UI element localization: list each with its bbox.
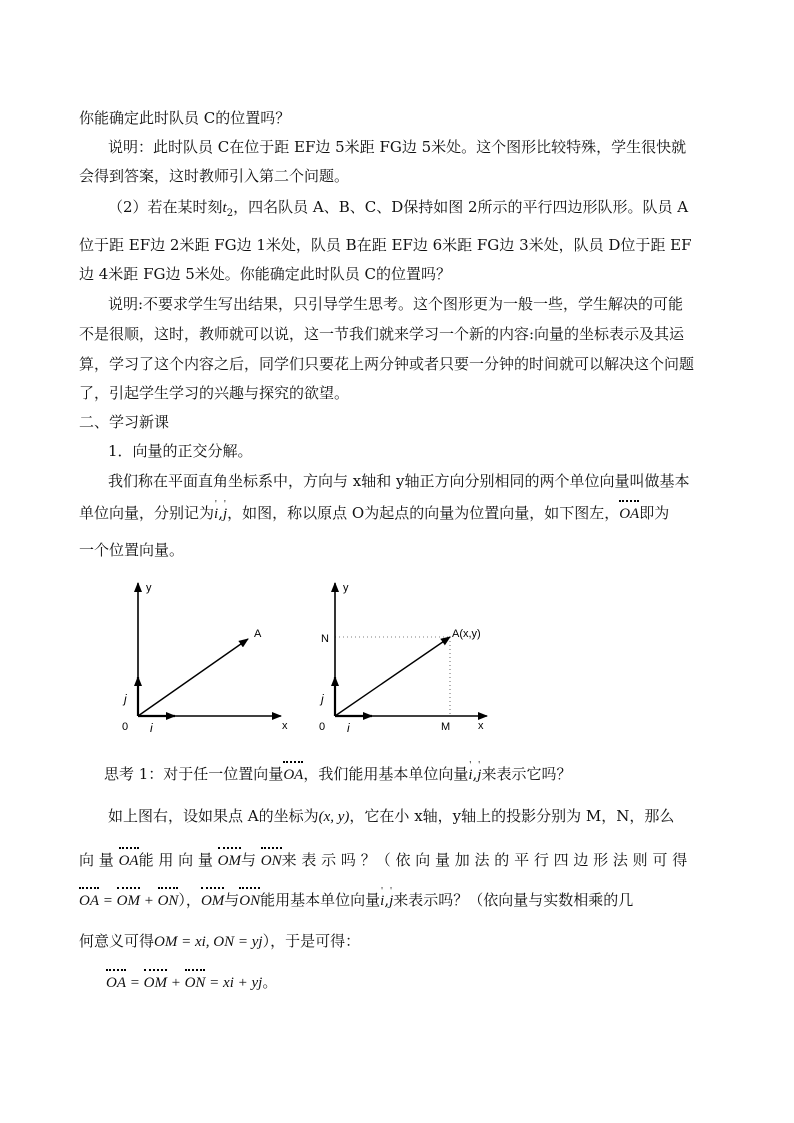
vector-i: ' i — [380, 891, 384, 911]
text-fragment: 向 量 — [79, 851, 114, 869]
vector-OM: OM — [117, 889, 140, 911]
figure-right — [319, 582, 487, 735]
text-line — [79, 889, 633, 911]
text-line: 了，引起学生学习的兴趣与探究的欲望。 — [79, 384, 350, 402]
section-heading: 二、学习新课 — [79, 413, 170, 431]
origin-label: 0 — [319, 721, 326, 733]
vector-OA: OA — [119, 849, 139, 871]
text-line: 说明:不要求学生写出结果，只引导学生思考。这个图形更为一般一些，学生解决的可能 — [108, 295, 684, 313]
text-line: 你能确定此时队员 C的位置吗？ — [79, 109, 291, 127]
text-line — [106, 971, 277, 993]
j-label: j — [124, 692, 127, 706]
coordinate: (x, y) — [318, 809, 350, 825]
text-fragment: 即为 — [639, 504, 670, 522]
text-fragment: ，它在小 x轴，y轴上的投影分别为 M，N，那么 — [349, 807, 675, 825]
vector-ON: ON — [261, 849, 282, 871]
text-fragment: ，我们能用基本单位向量 — [303, 765, 469, 783]
text-line: 边 4米距 FG边 5米处。你能确定此时队员 C的位置吗？ — [79, 265, 452, 283]
vector-OA: OA — [79, 889, 99, 911]
text-line: 我们称在平面直角坐标系中，方向与 x轴和 y轴正方向分别相同的两个单位向量叫做基本 — [108, 472, 690, 490]
point-N-label: N — [321, 633, 329, 645]
text-line — [108, 806, 674, 827]
vector-j: ' j — [223, 504, 227, 524]
equation-part: = — [99, 893, 117, 909]
period: 。 — [262, 973, 278, 991]
text-fragment: 与 — [240, 851, 256, 869]
vector-OM: OM — [201, 889, 224, 911]
text-fragment: （2）若在某时刻 — [108, 198, 223, 216]
vector-ON: ON — [185, 971, 206, 993]
vector-OM: OM — [218, 849, 241, 871]
subsection-heading: 1．向量的正交分解。 — [108, 442, 253, 460]
x-axis-label: x — [478, 720, 484, 732]
subscript: 2 — [226, 208, 234, 219]
equation: OM = xi, ON = yj — [154, 934, 263, 950]
j-label: j — [321, 692, 324, 706]
vector-OM: OM — [144, 971, 167, 993]
comma: , — [384, 891, 390, 909]
text-fragment: ，如图，称以原点 O为起点的向量为位置向量，如下图左， — [227, 504, 620, 522]
text-fragment: 来表示吗？（依向量与实数相乘的几 — [393, 891, 634, 909]
equation-part: = xi + yj — [205, 975, 263, 991]
text-fragment: ），于是可得： — [262, 932, 361, 950]
text-line: 一个位置向量。 — [79, 541, 185, 559]
text-line: 位于距 EF边 2米距 FG边 1米处，队员 B在距 EF边 6米距 FG边 3米处，队员 D位于距 EF — [79, 236, 692, 254]
text-fragment: 能用基本单位向量 — [260, 891, 381, 909]
point-A-label: A(x,y) — [452, 628, 481, 640]
text-line: 算，学习了这个内容之后，同学们只要花上两分钟或者只要一分钟的时间就可以解决这个问题 — [79, 355, 695, 373]
vector-j: ' j — [477, 765, 481, 785]
text-fragment: 思考 1：对于任一位置向量 — [104, 765, 284, 783]
comma: , — [472, 765, 478, 783]
vector-OA: OA — [106, 971, 126, 993]
comma: , — [218, 504, 223, 522]
text-fragment: 与 — [224, 891, 240, 909]
vector-OA: OA — [619, 502, 639, 524]
text-line — [79, 849, 687, 871]
equation-part: + — [139, 893, 158, 909]
text-line — [108, 197, 688, 224]
text-fragment: 来表示它吗？ — [481, 765, 572, 783]
y-axis-label: y — [146, 582, 152, 594]
text-fragment: 来 表 示 吗 ？（ 依 向 量 加 法 的 平 行 四 边 形 法 则 可 得 — [281, 851, 688, 869]
text-line — [79, 502, 669, 524]
y-axis-label: y — [343, 582, 349, 594]
vector-ON: ON — [239, 889, 260, 911]
text-line — [79, 931, 360, 952]
text-line: 不是很顺，这时，教师就可以说，这一节我们就来学习一个新的内容:向量的坐标表示及其运 — [79, 325, 685, 343]
text-fragment: 如上图右，设如果点 A的坐标为 — [108, 807, 319, 825]
vector-OA-arrow — [138, 639, 248, 716]
variable-t: t — [222, 200, 227, 216]
vector-OA-arrow — [335, 637, 450, 716]
text-fragment: ）， — [178, 891, 201, 909]
text-fragment: 单位向量，分别记为 — [79, 504, 215, 522]
figure-left — [122, 582, 288, 735]
text-fragment: 能 用 向 量 — [138, 851, 213, 869]
origin-label: 0 — [122, 721, 129, 733]
equation-part: + — [166, 975, 185, 991]
i-label: i — [347, 721, 350, 735]
text-fragment: 何意义可得 — [79, 932, 155, 950]
text-line — [104, 763, 571, 785]
point-A-label: A — [254, 628, 262, 640]
equation-part: = — [126, 975, 144, 991]
point-M-label: M — [441, 721, 451, 733]
x-axis-label: x — [282, 720, 288, 732]
text-line: 会得到答案，这时教师引入第二个问题。 — [79, 167, 350, 185]
text-line: 说明：此时队员 C在位于距 EF边 5米距 FG边 5米处。这个图形比较特殊，学生很快就 — [108, 138, 687, 156]
vector-i: ' i — [214, 504, 218, 524]
vector-ON: ON — [158, 889, 179, 911]
text-fragment: ，四名队员 A、B、C、D保持如图 2所示的平行四边形队形。队员 A — [233, 198, 689, 216]
vector-OA: OA — [283, 763, 303, 785]
vector-i: ' i — [468, 765, 472, 785]
i-label: i — [150, 721, 153, 735]
vector-j: ' j — [389, 891, 393, 911]
